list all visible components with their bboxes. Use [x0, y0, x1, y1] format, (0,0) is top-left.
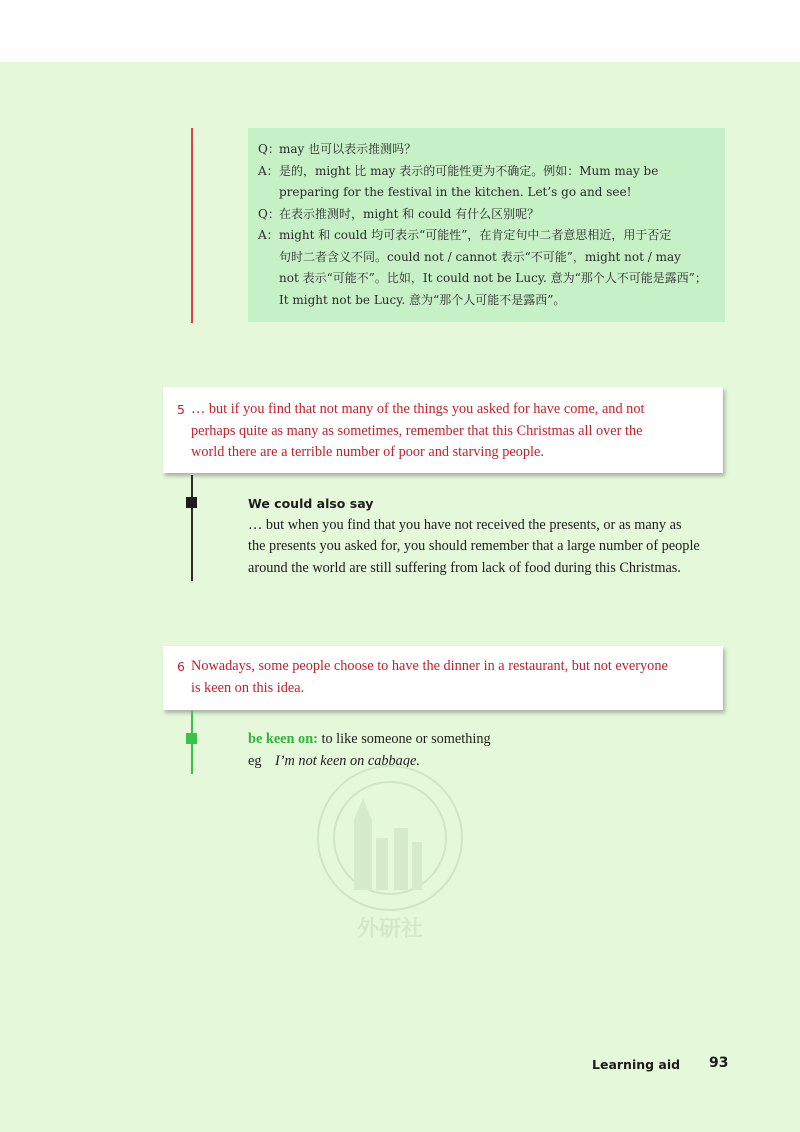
watermark-text: 外研社	[356, 917, 424, 942]
qa-text: preparing for the festival in the kitchen. Let’s go and see!	[279, 185, 632, 199]
qa-text: 句时二者含义不同。could not / cannot 表示“不可能”，might not / may	[279, 249, 681, 264]
also-say-rule	[191, 475, 193, 581]
qa-label: A：	[258, 163, 279, 178]
vocab-definition: to like someone or something	[321, 731, 491, 747]
qa-label: Q：	[258, 142, 280, 156]
square-bullet-icon	[186, 733, 197, 744]
also-say-text: … but when you find that you have not received the presents, or as many as the presents you asked for, you should remember that a large number of people around the world are still suffering from lack of food during this Christmas.	[248, 516, 700, 576]
qa-label: A：	[258, 228, 279, 242]
vocab-definition-line	[248, 729, 708, 751]
qa-text: It might not be Lucy. 意为“那个人可能不是露西”。	[279, 292, 566, 307]
qa-label: Q：	[258, 206, 280, 221]
also-say-block	[248, 493, 738, 579]
quote-number: 5	[177, 402, 185, 417]
qa-red-rule	[191, 128, 193, 323]
qa-text: may 也可以表示推测吗？	[279, 142, 417, 156]
quote-box-5	[163, 387, 723, 473]
example-text: I’m not keen on cabbage.	[275, 752, 420, 769]
qa-text: 在表示推测时，might 和 could 有什么区别呢？	[279, 206, 540, 221]
qa-item-1	[258, 139, 715, 161]
quote-number: 6	[177, 659, 185, 674]
example-label: eg	[248, 752, 262, 769]
publisher-watermark-icon	[310, 750, 470, 950]
also-say-heading: We could also say	[248, 496, 374, 511]
quote-text: … but if you find that not many of the things you asked for have come, and not perhaps quite as many as sometimes, remember that this Christmas all over the world there are a terrible number of poor and starving people.	[191, 401, 645, 460]
qa-item-4	[258, 225, 715, 311]
page-number: 93	[709, 1055, 729, 1071]
square-bullet-icon	[186, 497, 197, 508]
qa-text: 是的，might 比 may 表示的可能性更为不确定。例如：Mum may be	[279, 163, 659, 178]
vocab-term: be keen on:	[248, 731, 318, 747]
qa-item-2	[258, 161, 715, 204]
quote-box-6	[163, 646, 723, 710]
qa-text: might 和 could 均可表示“可能性”，在肯定句中二者意思相近，用于否定	[279, 228, 672, 242]
qa-text: not 表示“可能不”。比如，It could not be Lucy. 意为“那个人不可能是露西”；	[279, 271, 707, 285]
qa-box	[248, 128, 725, 322]
qa-item-3	[258, 204, 715, 226]
footer-section-label: Learning aid	[592, 1057, 681, 1072]
quote-text: Nowadays, some people choose to have the dinner in a restaurant, but not everyone is keen on this idea.	[191, 658, 668, 696]
